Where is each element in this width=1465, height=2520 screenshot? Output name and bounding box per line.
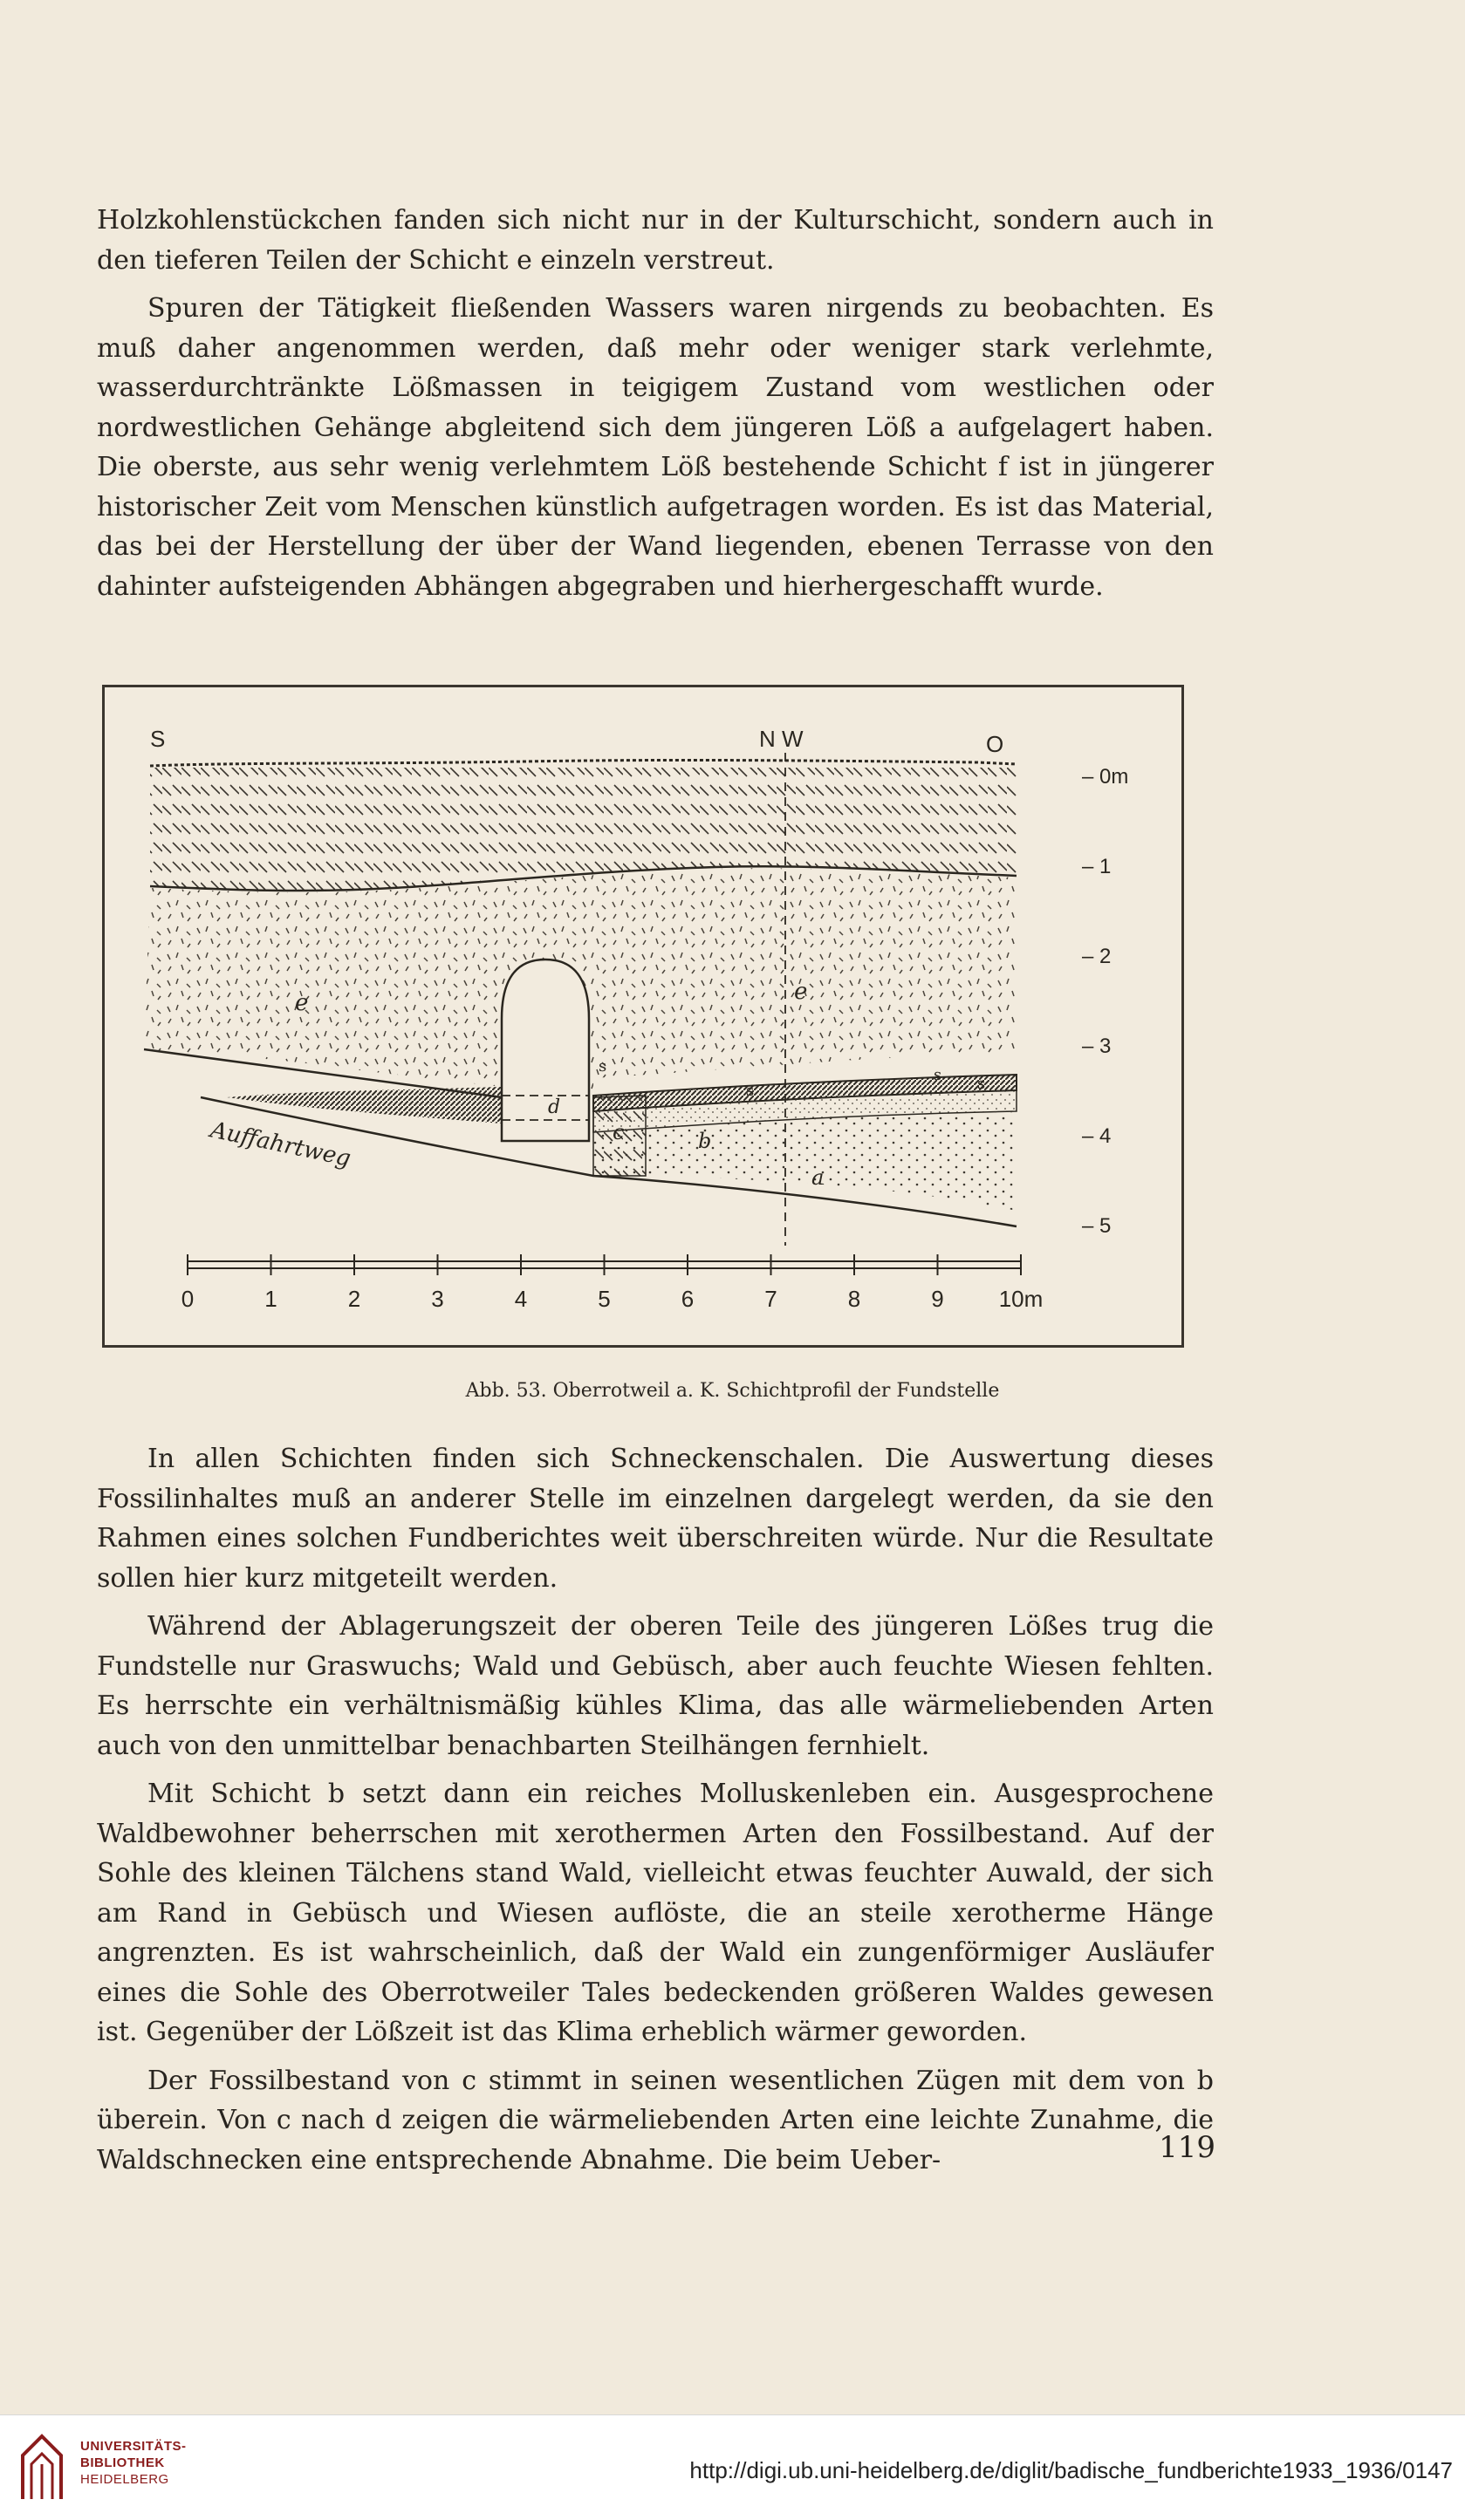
depth-label: – 2 (1082, 945, 1112, 968)
profile-drawing (105, 687, 1187, 1350)
compass-o: O (986, 731, 1004, 757)
label-c: c (613, 1120, 625, 1144)
text-block-top (97, 201, 1214, 606)
text-block-bottom (97, 1439, 1214, 2180)
library-logo-icon (16, 2429, 68, 2506)
depth-label: – 0m (1082, 765, 1129, 789)
label-a: a (811, 1165, 825, 1190)
stratigraphic-profile-figure (102, 685, 1184, 1348)
scale-tick-label: 5 (598, 1286, 611, 1312)
library-name: UNIVERSITÄTS- BIBLIOTHEK HEIDELBERG (80, 2439, 187, 2487)
depth-label: – 3 (1082, 1035, 1112, 1058)
scale-tick-label: 10m (998, 1286, 1044, 1312)
label-e-left: e (295, 990, 309, 1016)
scale-tick-label: 2 (347, 1286, 361, 1312)
label-s1: s (599, 1057, 607, 1076)
label-e-right: e (794, 979, 808, 1005)
label-s4: s (977, 1075, 986, 1093)
horizontal-scale-bar (181, 1254, 1044, 1312)
layer-s-left (227, 1087, 502, 1123)
cave-opening (502, 960, 589, 1141)
label-s2: s (746, 1082, 755, 1100)
paragraph: Der Fossilbestand von c stimmt in seinen wesentlichen Zügen mit dem von b überein. Von c nach d zeigen die wärmeliebenden Arten eine leichte Zunahme, die Waldschnecken eine entsprechende Abnahme. Die beim Ueber- (97, 2065, 1214, 2175)
scale-tick-label: 6 (681, 1286, 695, 1312)
scale-tick-label: 8 (847, 1286, 861, 1312)
depth-label: – 5 (1082, 1214, 1112, 1238)
viewer-footer (0, 2414, 1465, 2520)
paragraph: Mit Schicht b setzt dann ein reiches Molluskenleben ein. Ausgesprochene Waldbewohner beherrschen mit xerothermen Arten den Fossilbestand. Auf der Sohle des kleinen Tälchens stand Wald, vielleicht etwas feuchter Auwald, der sich am Rand in Gebüsch und Wiesen auflöste, die an steile xerotherme Hänge angrenzten. Es ist wahrscheinlich, daß der Wald ein zungenförmiger Ausläufer eines die Sohle des Oberrotweiler Tales bedeckenden größeren Waldes gewesen ist. Gegenüber der Lößzeit ist das Klima erheblich wärmer geworden. (97, 1779, 1214, 2047)
compass-s: S (150, 726, 166, 752)
scale-tick-label: 4 (514, 1286, 528, 1312)
surface-grass (150, 760, 1017, 766)
figure-caption: Abb. 53. Oberrotweil a. K. Schichtprofil der Fundstelle (465, 1380, 1000, 1402)
source-url[interactable]: http://digi.ub.uni-heidelberg.de/diglit/badische_fundberichte1933_1936/0147 (689, 2457, 1453, 2483)
scale-tick-label: 7 (764, 1286, 777, 1312)
paragraph: Holzkohlenstückchen fanden sich nicht nur in der Kulturschicht, sondern auch in den tieferen Teilen der Schicht e einzeln verstreut. (97, 205, 1214, 276)
scale-tick-label: 9 (931, 1286, 944, 1312)
road-label: Auffahrtweg (208, 1117, 353, 1172)
label-b: b (698, 1129, 712, 1153)
label-s3: s (934, 1066, 942, 1084)
page-number: 119 (1159, 2130, 1215, 2165)
scale-tick-label: 1 (264, 1286, 277, 1312)
paragraph: Während der Ablagerungszeit der oberen Teile des jüngeren Lößes trug die Fundstelle nur Graswuchs; Wald und Gebüsch, aber auch feuchte Wiesen fehlten. Es herrschte ein verhältnismäßig kühles Klima, das alle wärmeliebenden Arten auch von den unmittelbar benachbarten Steilhängen fernhielt. (97, 1611, 1214, 1761)
compass-nw: N W (759, 726, 804, 752)
label-d: d (548, 1096, 561, 1118)
scale-tick-label: 0 (181, 1286, 195, 1312)
paragraph: Spuren der Tätigkeit fließenden Wassers waren nirgends zu beobachten. Es muß daher angenommen werden, daß mehr oder weniger stark verlehmte, wasserdurchtränkte Lößmassen in teigigem Zustand vom westlichen oder nordwestlichen Gehänge abgleitend sich dem jüngeren Löß a aufgelagert haben. Die oberste, aus sehr wenig verlehmtem Löß bestehende Schicht f ist in jüngerer historischer Zeit vom Menschen künstlich aufgetragen worden. Es ist das Material, das bei der Herstellung der über der Wand liegenden, ebenen Terrasse von den dahinter aufsteigenden Abhängen abgegraben und hierhergeschafft wurde. (97, 293, 1214, 602)
depth-scale (1082, 765, 1128, 1238)
depth-label: – 4 (1082, 1124, 1112, 1148)
paragraph: In allen Schichten finden sich Schneckenschalen. Die Auswertung dieses Fossilinhaltes muß an anderer Stelle im einzelnen dargelegt werden, da sie den Rahmen eines solchen Fundberichtes weit überschreiten würde. Nur die Resultate sollen hier kurz mitgeteilt werden. (97, 1444, 1214, 1594)
scale-tick-label: 3 (431, 1286, 444, 1312)
depth-label: – 1 (1082, 855, 1112, 878)
